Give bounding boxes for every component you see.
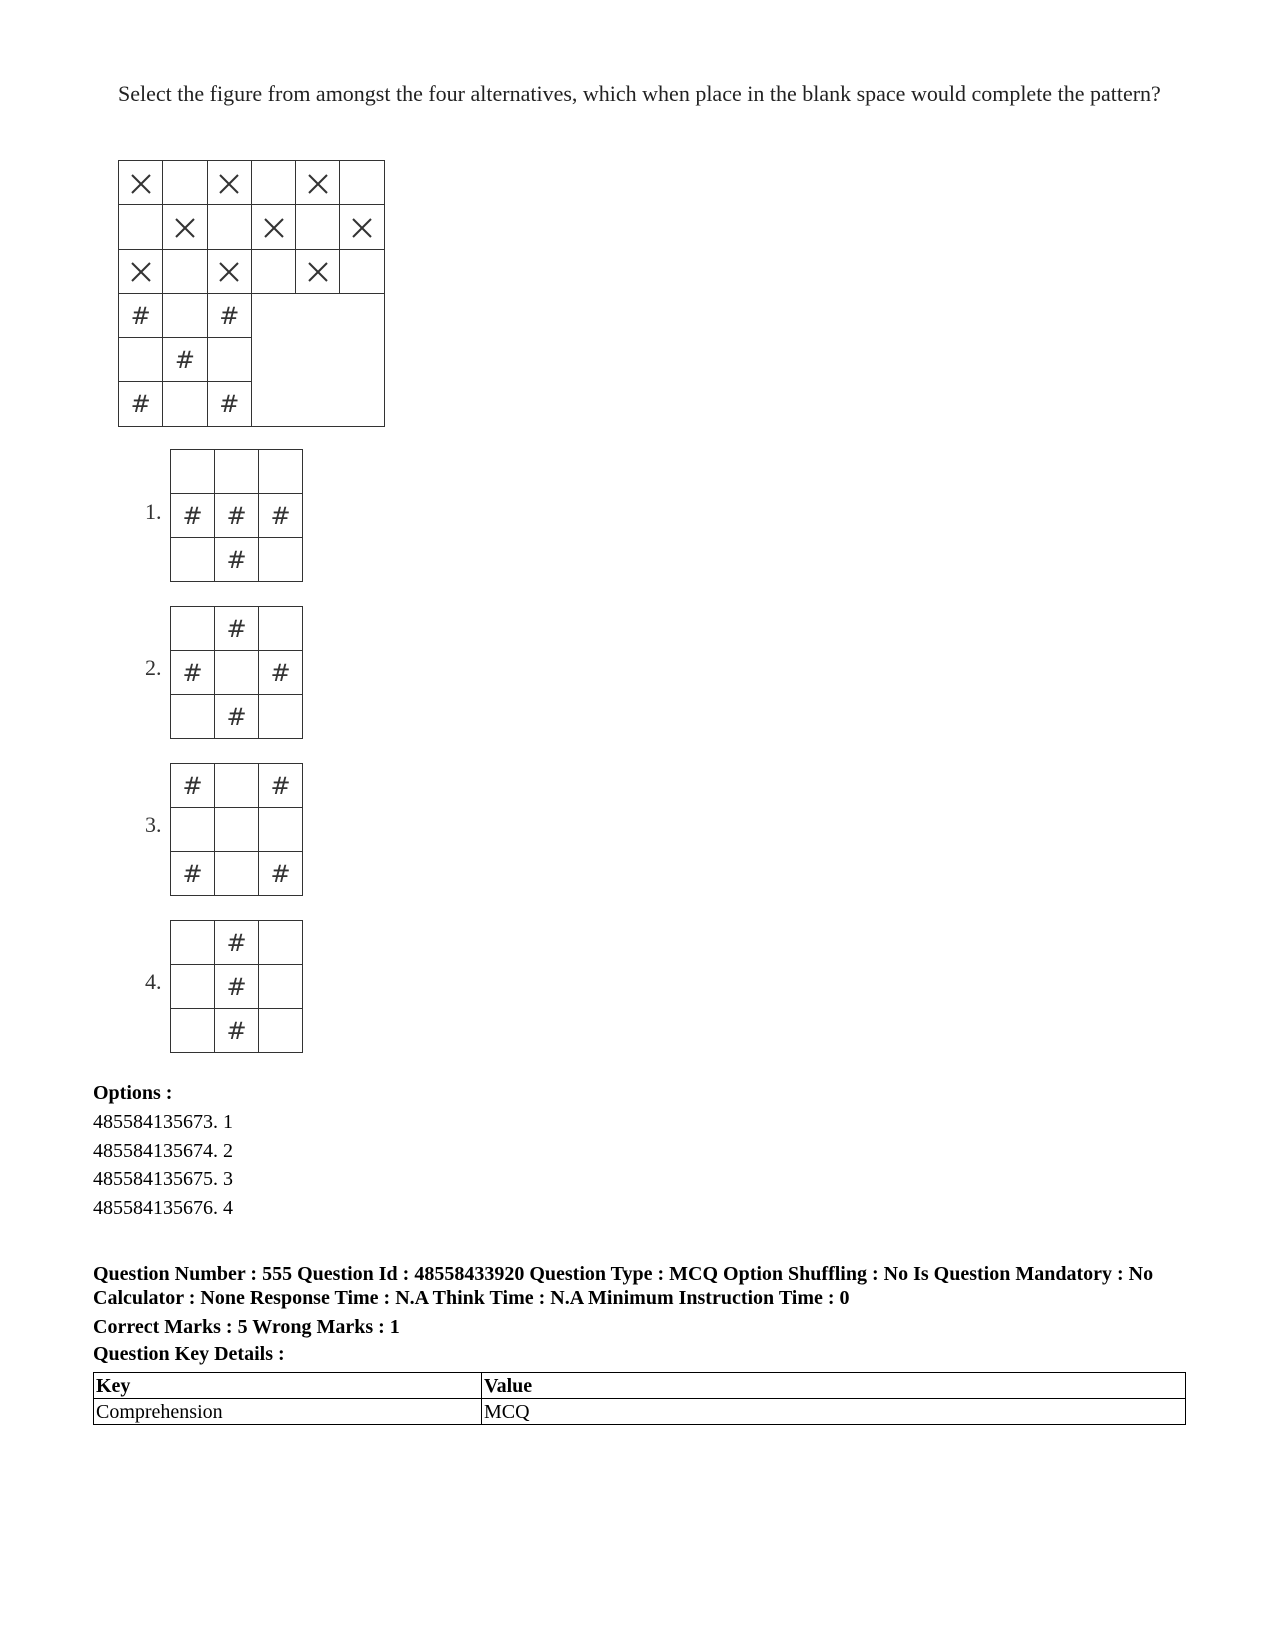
grid-cell: # [215, 695, 259, 739]
grid-cell [119, 161, 163, 205]
grid-cell [259, 538, 303, 582]
grid-row [171, 852, 303, 896]
table-row [94, 1399, 1186, 1425]
option-item: 485584135674. 2 [93, 1139, 233, 1162]
grid-cell [215, 852, 259, 896]
grid-cell [251, 161, 295, 205]
grid-cell: # [207, 293, 251, 337]
grid-cell [340, 161, 384, 205]
alternative-label-1: 1. [145, 499, 162, 524]
grid-row [119, 293, 385, 337]
alternative-figure-1 [170, 449, 303, 582]
grid-cell [171, 538, 215, 582]
grid-cell [215, 764, 259, 808]
grid-row [119, 161, 385, 205]
cross-mark-icon [218, 173, 240, 195]
grid-cell [171, 965, 215, 1009]
grid-cell [171, 1009, 215, 1053]
grid-row [171, 764, 303, 808]
grid-cell [207, 161, 251, 205]
grid-row [171, 494, 303, 538]
key-cell: Comprehension [94, 1399, 482, 1425]
grid-cell: # [259, 764, 303, 808]
grid-cell [296, 249, 340, 293]
cross-mark-icon [174, 217, 196, 239]
grid-cell [259, 1009, 303, 1053]
grid-cell [171, 695, 215, 739]
grid-cell: # [171, 764, 215, 808]
grid-cell [259, 808, 303, 852]
value-column-header: Value [482, 1373, 1186, 1399]
grid-cell [163, 293, 207, 337]
grid-cell: # [259, 494, 303, 538]
grid-row [171, 965, 303, 1009]
grid-cell [259, 965, 303, 1009]
grid-cell [251, 249, 295, 293]
cross-mark-icon [351, 217, 373, 239]
grid-row [171, 921, 303, 965]
grid-row [171, 695, 303, 739]
value-cell: MCQ [482, 1399, 1186, 1425]
grid-cell [259, 921, 303, 965]
alternative-figure-4 [170, 920, 303, 1053]
cross-mark-icon [218, 261, 240, 283]
pattern-grid [118, 160, 385, 427]
grid-cell: # [171, 494, 215, 538]
grid-cell [207, 205, 251, 249]
grid-cell [171, 808, 215, 852]
key-column-header: Key [94, 1373, 482, 1399]
options-heading: Options : [93, 1082, 173, 1104]
grid-cell [207, 249, 251, 293]
grid-cell: # [215, 921, 259, 965]
grid-cell: # [171, 651, 215, 695]
options-list [93, 1108, 233, 1223]
blank-space [251, 293, 384, 426]
grid-cell [119, 338, 163, 382]
grid-cell [171, 921, 215, 965]
cross-mark-icon [307, 261, 329, 283]
grid-cell: # [259, 651, 303, 695]
grid-cell: # [163, 338, 207, 382]
grid-cell [215, 450, 259, 494]
grid-row [171, 808, 303, 852]
alternative-label-2: 2. [145, 655, 162, 680]
grid-cell [259, 607, 303, 651]
grid-cell: # [259, 852, 303, 896]
grid-cell: # [207, 382, 251, 426]
question-meta: Question Number : 555 Question Id : 48558433920 Question Type : MCQ Option Shuffling : No Is Question Mandatory : No Calculator : None Response Time : N.A Think Time : N.A Minimum Instruction Time : 0 [93, 1263, 1154, 1309]
grid-cell: # [119, 293, 163, 337]
grid-row [171, 450, 303, 494]
grid-cell: # [215, 1009, 259, 1053]
grid-cell [296, 205, 340, 249]
grid-row [171, 538, 303, 582]
alternative-label-3: 3. [145, 812, 162, 837]
cross-mark-icon [307, 173, 329, 195]
grid-cell [119, 249, 163, 293]
grid-cell [171, 450, 215, 494]
grid-cell [215, 808, 259, 852]
grid-row [171, 607, 303, 651]
table-header-row [94, 1373, 1186, 1399]
grid-row [171, 1009, 303, 1053]
grid-cell [163, 161, 207, 205]
grid-cell [163, 382, 207, 426]
grid-cell [215, 651, 259, 695]
question-text: Select the figure from amongst the four alternatives, which when place in the blank space would complete the pattern? [118, 81, 1161, 106]
alternative-figure-3 [170, 763, 303, 896]
grid-cell [251, 205, 295, 249]
key-details-table [93, 1372, 1186, 1425]
grid-cell: # [215, 607, 259, 651]
grid-cell: # [215, 494, 259, 538]
grid-cell [119, 205, 163, 249]
option-item: 485584135675. 3 [93, 1168, 233, 1191]
alternative-figure-2 [170, 606, 303, 739]
grid-cell [259, 695, 303, 739]
grid-cell [296, 161, 340, 205]
grid-cell [259, 450, 303, 494]
grid-cell [163, 205, 207, 249]
option-item: 485584135673. 1 [93, 1111, 233, 1133]
cross-mark-icon [263, 217, 285, 239]
cross-mark-icon [130, 173, 152, 195]
question-marks: Correct Marks : 5 Wrong Marks : 1 [93, 1316, 400, 1338]
grid-cell [171, 607, 215, 651]
alternative-label-4: 4. [145, 969, 162, 994]
grid-cell [163, 249, 207, 293]
grid-cell [340, 205, 384, 249]
option-item: 485584135676. 4 [93, 1197, 233, 1220]
cross-mark-icon [130, 261, 152, 283]
grid-row [119, 205, 385, 249]
grid-row [171, 651, 303, 695]
grid-row [119, 249, 385, 293]
grid-cell: # [215, 538, 259, 582]
key-details-heading: Question Key Details : [93, 1343, 285, 1365]
grid-cell [340, 249, 384, 293]
grid-cell: # [119, 382, 163, 426]
grid-cell [207, 338, 251, 382]
grid-cell: # [215, 965, 259, 1009]
grid-cell: # [171, 852, 215, 896]
